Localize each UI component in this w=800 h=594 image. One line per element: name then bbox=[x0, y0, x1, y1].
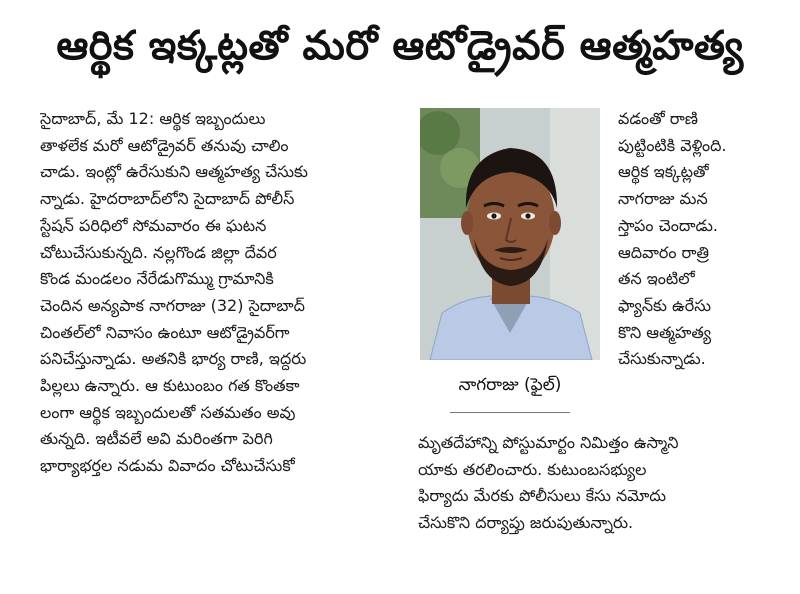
portrait-photo bbox=[420, 108, 600, 360]
article-line: తాళలేక మరో ఆటోడ్రైవర్ తనువు చాలిం bbox=[40, 135, 289, 155]
article-line: పిల్లలు ఉన్నారు. ఆ కుటుంబం గత కొంతకా bbox=[40, 376, 300, 396]
article-line: కొని ఆత్మహత్య bbox=[618, 322, 712, 342]
article-column-left bbox=[40, 106, 400, 480]
article-line: చెందిన అన్యపాక నాగరాజు (32) సైదాబాద్ bbox=[40, 295, 305, 315]
article-line: సైదాబాద్, మే 12: ఆర్థిక ఇబ్బందులు bbox=[40, 109, 266, 128]
article-line: లంగా ఆర్థిక ఇబ్బందులతో సతమతం అవు bbox=[40, 402, 296, 422]
article-line: స్టేషన్ పరిధిలో సోమవారం ఈ ఘటన bbox=[40, 215, 267, 235]
portrait-illustration bbox=[420, 108, 600, 360]
article-line: చేసుకున్నాడు. bbox=[618, 349, 706, 369]
article-line: ఫ్యాన్‌కు ఉరేసు bbox=[618, 295, 712, 315]
article-column-right bbox=[618, 106, 776, 373]
photo-caption: నాగరాజు (ఫైల్) bbox=[458, 375, 562, 395]
article-line: నాగరాజు మన bbox=[618, 189, 708, 209]
article-line: మృతదేహాన్ని పోస్టుమార్టం నిమిత్తం ఉస్మాని bbox=[418, 433, 679, 452]
article-line: భార్యాభర్తల నడుమ వివాదం చోటుచేసుకో bbox=[40, 456, 295, 476]
article-line: వడంతో రాణి bbox=[618, 109, 698, 128]
article-column-bottom bbox=[418, 430, 776, 537]
article-line: చోటుచేసుకున్నది. నల్లగొండ జిల్లా దేవర bbox=[40, 242, 277, 262]
article-line: ఫిర్యాదు మేరకు పోలీసులు కేసు నమోదు bbox=[418, 486, 667, 506]
article-line: తున్నది. ఇటీవలే అవి మరింతగా పెరిగి bbox=[40, 429, 273, 449]
article-line: న్నాడు. హైదరాబాద్‌లోని సైదాబాద్ పోలీస్ bbox=[40, 189, 295, 209]
article-line: పుట్టింటికి వెళ్లింది. bbox=[618, 135, 727, 155]
article-line: చాడు. ఇంట్లో ఉరేసుకుని ఆత్మహత్య చేసుకు bbox=[40, 162, 308, 182]
article-line: స్తాపం చెందాడు. bbox=[618, 215, 718, 235]
article-line: ఆర్థిక ఇక్కట్లతో bbox=[618, 162, 709, 182]
article-line: ఆదివారం రాత్రి bbox=[618, 242, 710, 262]
article-line: తన ఇంటిలో bbox=[618, 269, 695, 289]
headline: ఆర్థిక ఇక్కట్లతో మరో ఆటోడ్రైవర్ ఆత్మహత్య bbox=[56, 23, 744, 69]
article-line: పనిచేస్తున్నాడు. అతనికి భార్య రాణి, ఇద్దరు bbox=[40, 349, 307, 369]
caption-divider bbox=[450, 412, 570, 413]
article-line: కొండ మండలం నేరేడుగొమ్ము గ్రామానికి bbox=[40, 269, 274, 289]
article-line: చేసుకొని దర్యాప్తు జరుపుతున్నారు. bbox=[418, 513, 634, 533]
article-line: యాకు తరలించారు. కుటుంబసభ్యుల bbox=[418, 459, 647, 479]
article-line: చింతల్‌లో నివాసం ఉంటూ ఆటోడ్రైవర్‌గా bbox=[40, 322, 290, 342]
